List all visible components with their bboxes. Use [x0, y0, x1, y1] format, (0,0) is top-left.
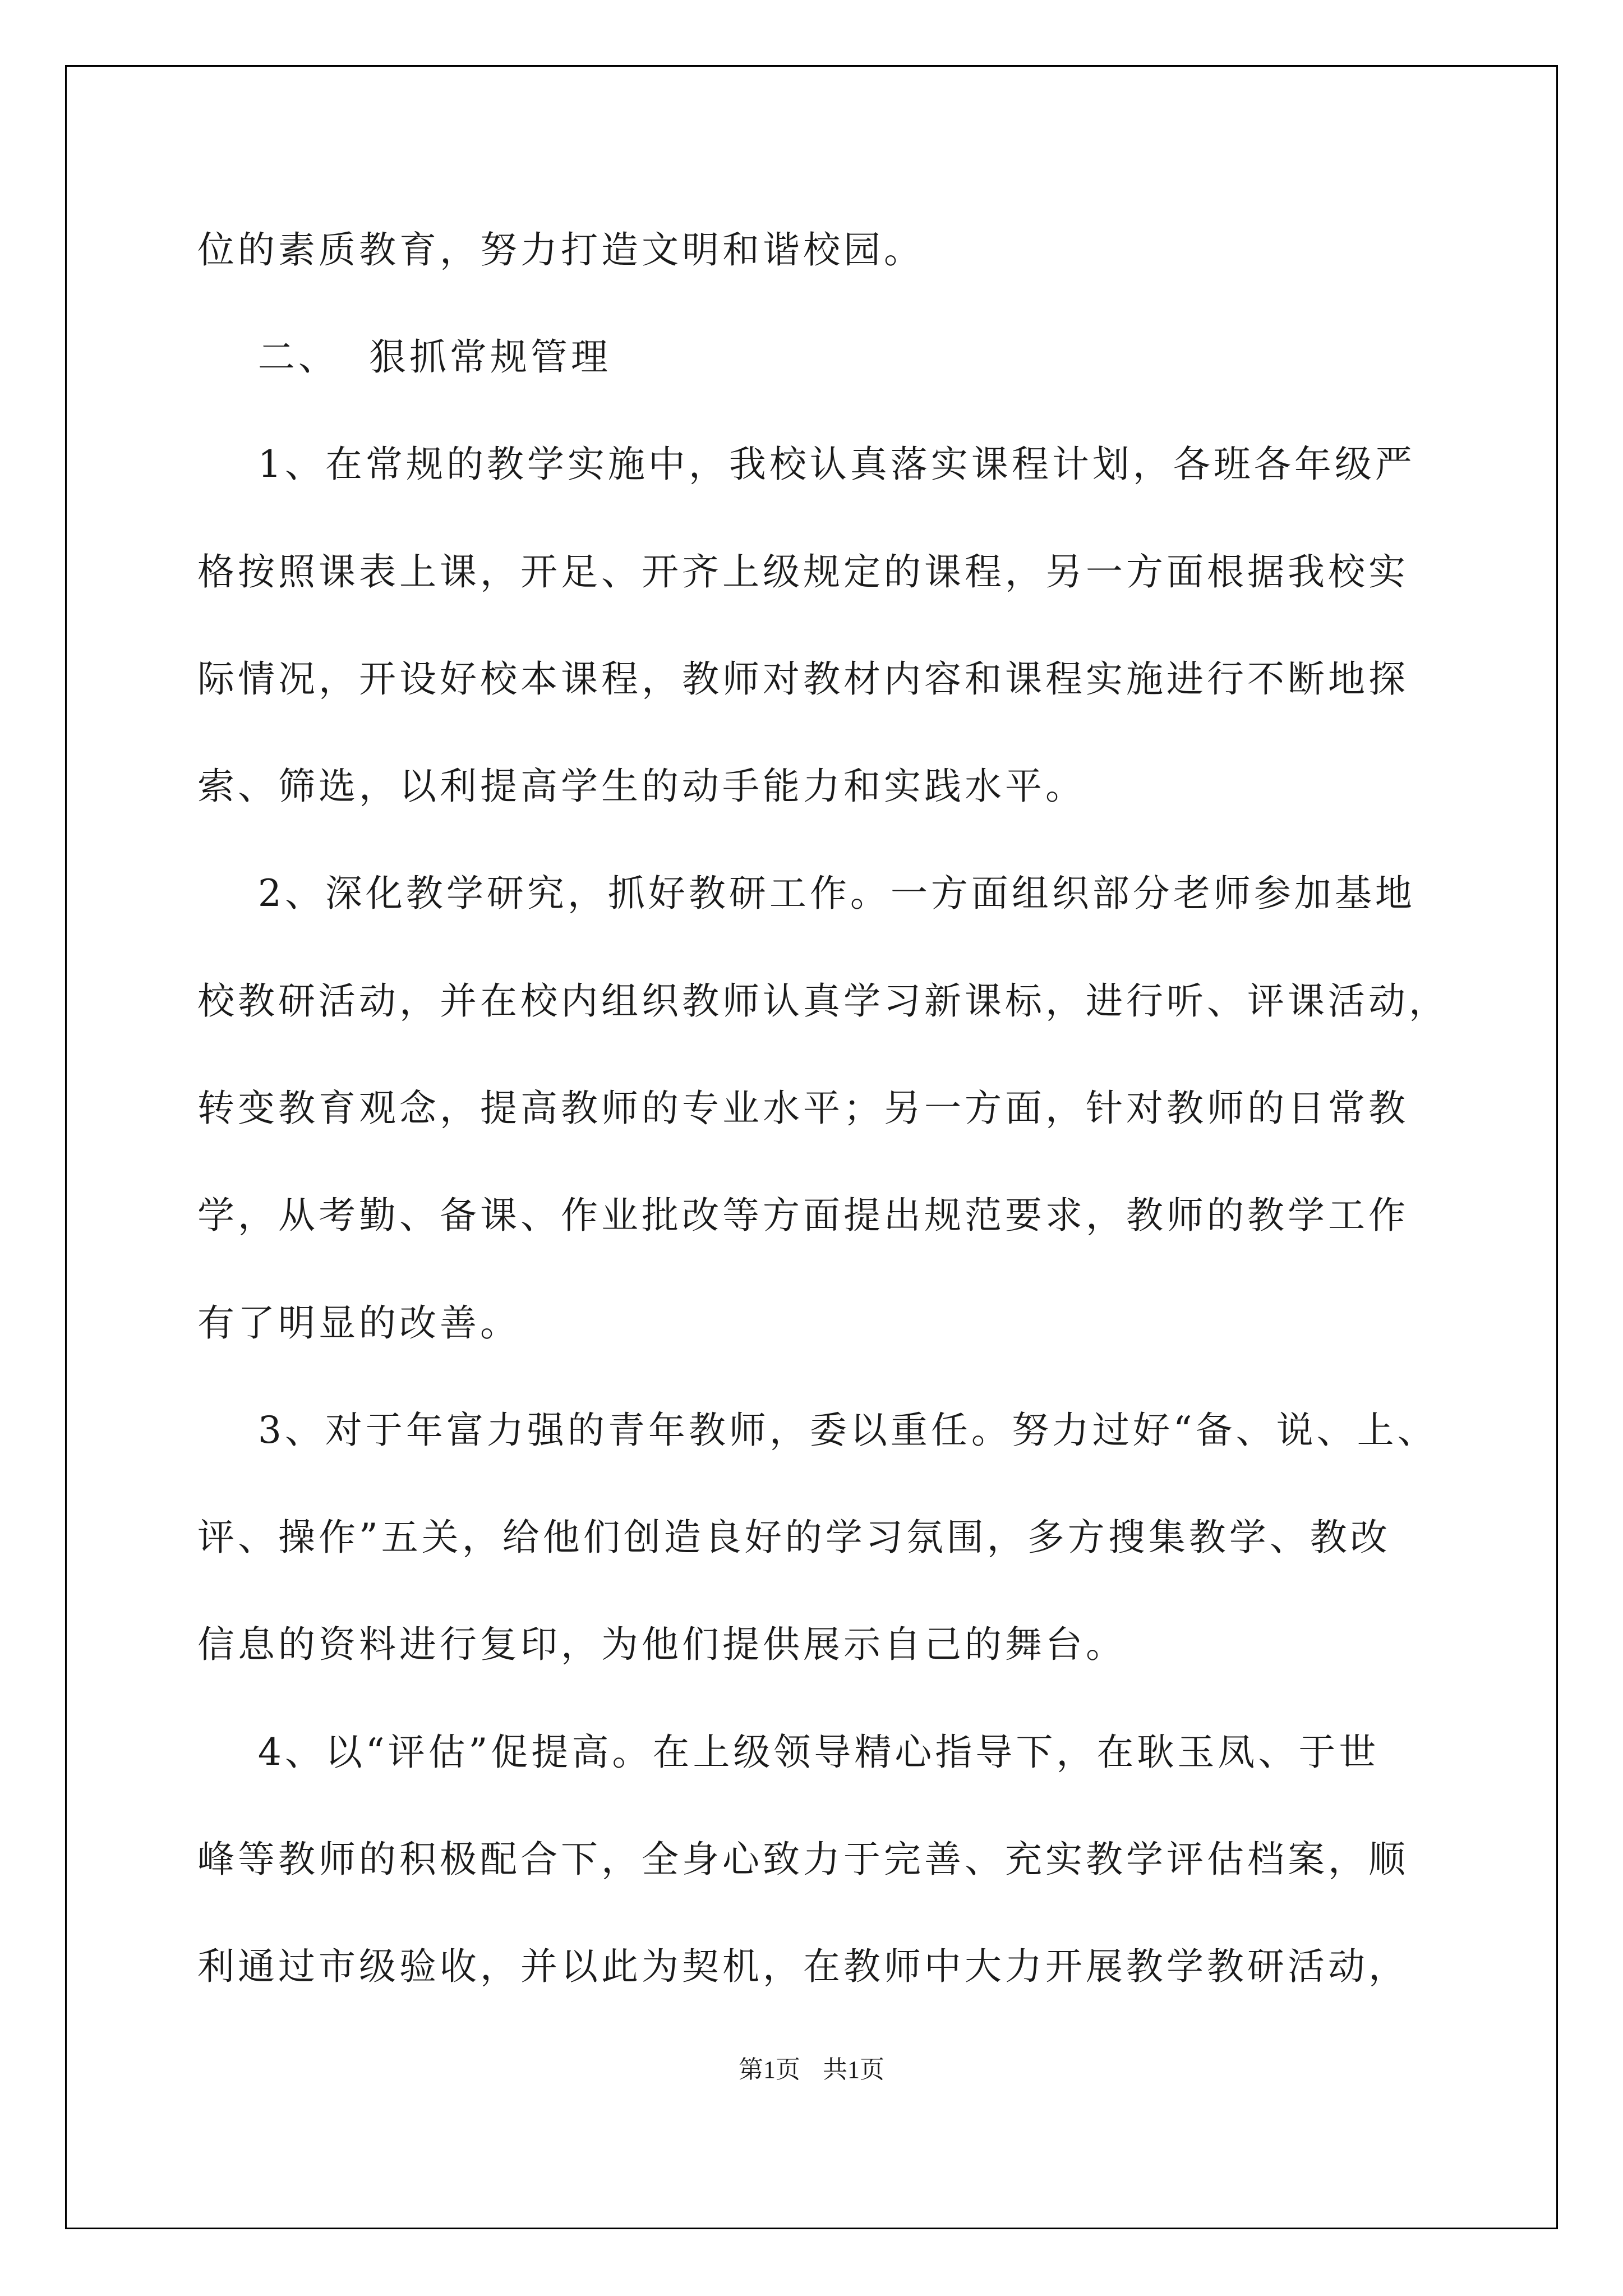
text-line-16: 峰等教师的积极配合下，全身心致力于完善、充实教学评估档案，顺 [197, 1838, 1409, 1881]
text-line-14: 信息的资料进行复印，为他们提供展示自己的舞台。 [197, 1623, 1126, 1666]
text-line-3: 1、在常规的教学实施中，我校认真落实课程计划，各班各年级严 [197, 443, 1415, 486]
text-line-15: 4、以“评估”促提高。在上级领导精心指导下，在耿玉凤、于世 [197, 1731, 1380, 1774]
text-line-8: 校教研活动，并在校内组织教师认真学习新课标，进行听、评课活动， [197, 979, 1449, 1023]
page-frame [65, 65, 1558, 2229]
text-line-12: 3、对于年富力强的青年教师，委以重任。努力过好“备、说、上、 [197, 1409, 1438, 1452]
section-heading: 二、 狠抓常规管理 [197, 335, 611, 379]
text-line-6: 索、筛选，以利提高学生的动手能力和实践水平。 [197, 765, 1086, 808]
page-footer [0, 2058, 1623, 2082]
text-line-17: 利通过市级验收，并以此为契机，在教师中大力开展教学教研活动， [197, 1945, 1409, 1988]
text-line-7: 2、深化教学研究，抓好教研工作。一方面组织部分老师参加基地 [197, 872, 1415, 915]
text-line-13: 评、操作”五关，给他们创造良好的学习氛围，多方搜集教学、教改 [197, 1516, 1391, 1559]
page-number: 第1页 [739, 2056, 800, 2083]
text-line-11: 有了明显的改善。 [197, 1301, 520, 1345]
text-line-10: 学，从考勤、备课、作业批改等方面提出规范要求，教师的教学工作 [197, 1194, 1409, 1237]
text-line-9: 转变教育观念，提高教师的专业水平；另一方面，针对教师的日常教 [197, 1087, 1409, 1130]
text-line-1: 位的素质教育，努力打造文明和谐校园。 [197, 228, 924, 272]
text-line-4: 格按照课表上课，开足、开齐上级规定的课程，另一方面根据我校实 [197, 550, 1409, 593]
page-total: 共1页 [823, 2056, 884, 2083]
text-line-5: 际情况，开设好校本课程，教师对教材内容和课程实施进行不断地探 [197, 657, 1409, 701]
